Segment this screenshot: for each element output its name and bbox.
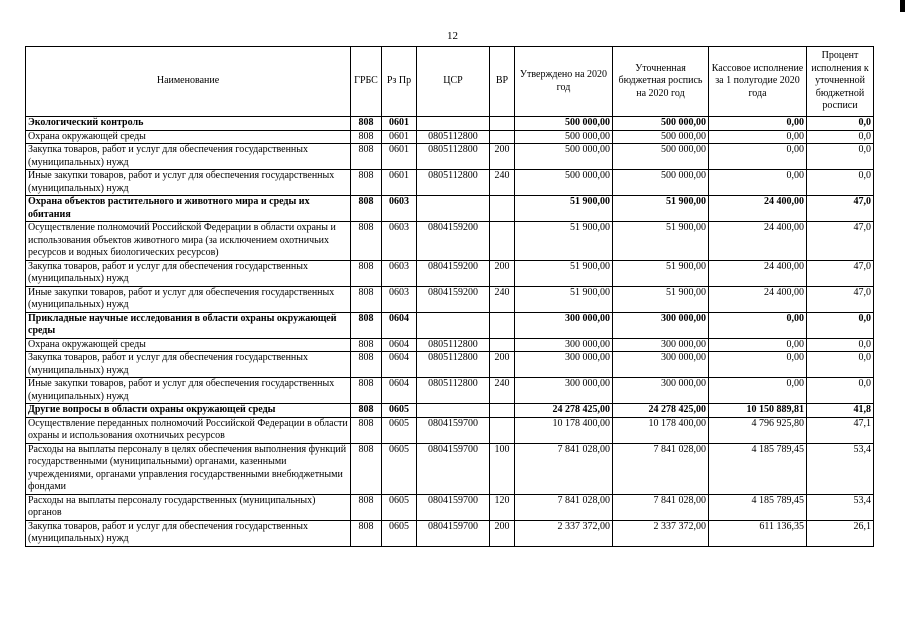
page-number: 12 bbox=[447, 30, 458, 42]
header-csr: ЦСР bbox=[417, 47, 490, 117]
cell-refined: 24 278 425,00 bbox=[613, 404, 709, 418]
cell-cash: 0,00 bbox=[709, 378, 807, 404]
cell-cash: 0,00 bbox=[709, 338, 807, 352]
cell-vr: 240 bbox=[490, 378, 515, 404]
cell-approved: 300 000,00 bbox=[515, 378, 613, 404]
cell-rzpr: 0603 bbox=[382, 260, 417, 286]
cell-cash: 24 400,00 bbox=[709, 286, 807, 312]
cell-csr bbox=[417, 312, 490, 338]
cell-approved: 24 278 425,00 bbox=[515, 404, 613, 418]
cell-cash: 0,00 bbox=[709, 170, 807, 196]
cell-rzpr: 0605 bbox=[382, 443, 417, 494]
cell-cash: 10 150 889,81 bbox=[709, 404, 807, 418]
cell-approved: 51 900,00 bbox=[515, 222, 613, 261]
table-row bbox=[26, 417, 874, 443]
cell-name: Расходы на выплаты персоналу государственных (муниципальных) органов bbox=[26, 494, 351, 520]
cell-cash: 611 136,35 bbox=[709, 520, 807, 546]
cell-percent: 47,1 bbox=[807, 417, 874, 443]
table-row bbox=[26, 443, 874, 494]
cell-vr: 120 bbox=[490, 494, 515, 520]
cell-name: Осуществление полномочий Российской Федерации в области охраны и использования объектов животного мира (за исключением охотничьих ресурсов и водных биологических ресурсов) bbox=[26, 222, 351, 261]
cell-percent: 47,0 bbox=[807, 222, 874, 261]
table-section-row bbox=[26, 404, 874, 418]
table-row bbox=[26, 352, 874, 378]
cell-name: Охрана окружающей среды bbox=[26, 338, 351, 352]
cell-name: Расходы на выплаты персоналу в целях обеспечения выполнения функций государственными (муниципальными) органами, казенными учреждениями, органами управления государственными внебюджетными фондами bbox=[26, 443, 351, 494]
cell-name: Закупка товаров, работ и услуг для обеспечения государственных (муниципальных) нужд bbox=[26, 144, 351, 170]
cell-grbs: 808 bbox=[351, 443, 382, 494]
cell-cash: 0,00 bbox=[709, 144, 807, 170]
table-row bbox=[26, 130, 874, 144]
cell-vr: 240 bbox=[490, 170, 515, 196]
header-refined: Уточненная бюджетная роспись на 2020 год bbox=[613, 47, 709, 117]
cell-percent: 53,4 bbox=[807, 494, 874, 520]
cell-percent: 0,0 bbox=[807, 170, 874, 196]
cell-grbs: 808 bbox=[351, 144, 382, 170]
cell-vr bbox=[490, 338, 515, 352]
cell-percent: 0,0 bbox=[807, 338, 874, 352]
cell-csr bbox=[417, 404, 490, 418]
cell-csr: 0804159700 bbox=[417, 417, 490, 443]
cell-cash: 0,00 bbox=[709, 312, 807, 338]
cell-csr: 0805112800 bbox=[417, 170, 490, 196]
header-name: Наименование bbox=[26, 47, 351, 117]
cell-refined: 51 900,00 bbox=[613, 260, 709, 286]
cell-csr: 0804159700 bbox=[417, 494, 490, 520]
cell-approved: 7 841 028,00 bbox=[515, 443, 613, 494]
cell-percent: 26,1 bbox=[807, 520, 874, 546]
header-row bbox=[26, 47, 874, 117]
cell-approved: 51 900,00 bbox=[515, 196, 613, 222]
cell-refined: 2 337 372,00 bbox=[613, 520, 709, 546]
table-row bbox=[26, 286, 874, 312]
cell-refined: 10 178 400,00 bbox=[613, 417, 709, 443]
cell-csr: 0804159700 bbox=[417, 443, 490, 494]
cell-rzpr: 0601 bbox=[382, 170, 417, 196]
cell-refined: 500 000,00 bbox=[613, 170, 709, 196]
table-row bbox=[26, 338, 874, 352]
table-row bbox=[26, 222, 874, 261]
cell-name: Экологический контроль bbox=[26, 117, 351, 131]
cell-name: Осуществление переданных полномочий Российской Федерации в области охраны и использования охотничьих ресурсов bbox=[26, 417, 351, 443]
cell-refined: 51 900,00 bbox=[613, 286, 709, 312]
cell-cash: 24 400,00 bbox=[709, 222, 807, 261]
cell-percent: 47,0 bbox=[807, 286, 874, 312]
cell-percent: 0,0 bbox=[807, 352, 874, 378]
cell-vr bbox=[490, 117, 515, 131]
cell-name: Иные закупки товаров, работ и услуг для обеспечения государственных (муниципальных) нужд bbox=[26, 286, 351, 312]
cell-name: Прикладные научные исследования в области охраны окружающей среды bbox=[26, 312, 351, 338]
cell-percent: 0,0 bbox=[807, 378, 874, 404]
cell-vr bbox=[490, 417, 515, 443]
cell-approved: 300 000,00 bbox=[515, 352, 613, 378]
header-approved: Утверждено на 2020 год bbox=[515, 47, 613, 117]
cell-vr: 100 bbox=[490, 443, 515, 494]
cell-grbs: 808 bbox=[351, 260, 382, 286]
cell-grbs: 808 bbox=[351, 520, 382, 546]
cell-rzpr: 0601 bbox=[382, 144, 417, 170]
cell-name: Иные закупки товаров, работ и услуг для обеспечения государственных (муниципальных) нужд bbox=[26, 378, 351, 404]
cell-vr: 200 bbox=[490, 260, 515, 286]
cell-rzpr: 0604 bbox=[382, 338, 417, 352]
cell-csr: 0804159700 bbox=[417, 520, 490, 546]
cell-approved: 2 337 372,00 bbox=[515, 520, 613, 546]
cell-cash: 4 796 925,80 bbox=[709, 417, 807, 443]
cell-vr bbox=[490, 196, 515, 222]
cell-refined: 300 000,00 bbox=[613, 338, 709, 352]
cell-cash: 0,00 bbox=[709, 352, 807, 378]
cell-cash: 0,00 bbox=[709, 130, 807, 144]
cell-csr: 0804159200 bbox=[417, 260, 490, 286]
table-row bbox=[26, 520, 874, 546]
cell-grbs: 808 bbox=[351, 417, 382, 443]
cell-rzpr: 0605 bbox=[382, 404, 417, 418]
cell-name: Охрана объектов растительного и животного мира и среды их обитания bbox=[26, 196, 351, 222]
scan-edge-mark bbox=[900, 0, 905, 12]
table-section-row bbox=[26, 117, 874, 131]
header-rzpr: Рз Пр bbox=[382, 47, 417, 117]
cell-vr bbox=[490, 312, 515, 338]
cell-csr bbox=[417, 196, 490, 222]
cell-grbs: 808 bbox=[351, 338, 382, 352]
header-vr: ВР bbox=[490, 47, 515, 117]
cell-percent: 47,0 bbox=[807, 260, 874, 286]
cell-refined: 500 000,00 bbox=[613, 130, 709, 144]
table-row bbox=[26, 144, 874, 170]
cell-refined: 300 000,00 bbox=[613, 378, 709, 404]
cell-name: Охрана окружающей среды bbox=[26, 130, 351, 144]
cell-rzpr: 0604 bbox=[382, 378, 417, 404]
cell-refined: 7 841 028,00 bbox=[613, 494, 709, 520]
table-row bbox=[26, 170, 874, 196]
cell-rzpr: 0604 bbox=[382, 352, 417, 378]
cell-cash: 0,00 bbox=[709, 117, 807, 131]
cell-vr: 200 bbox=[490, 352, 515, 378]
cell-cash: 24 400,00 bbox=[709, 260, 807, 286]
cell-rzpr: 0605 bbox=[382, 494, 417, 520]
header-cash: Кассовое исполнение за 1 полугодие 2020 года bbox=[709, 47, 807, 117]
cell-percent: 0,0 bbox=[807, 117, 874, 131]
cell-csr: 0804159200 bbox=[417, 286, 490, 312]
cell-csr: 0805112800 bbox=[417, 338, 490, 352]
cell-name: Другие вопросы в области охраны окружающей среды bbox=[26, 404, 351, 418]
cell-rzpr: 0603 bbox=[382, 286, 417, 312]
cell-grbs: 808 bbox=[351, 494, 382, 520]
cell-csr: 0804159200 bbox=[417, 222, 490, 261]
cell-approved: 10 178 400,00 bbox=[515, 417, 613, 443]
cell-grbs: 808 bbox=[351, 352, 382, 378]
cell-percent: 47,0 bbox=[807, 196, 874, 222]
cell-approved: 500 000,00 bbox=[515, 144, 613, 170]
cell-percent: 0,0 bbox=[807, 312, 874, 338]
cell-percent: 0,0 bbox=[807, 144, 874, 170]
cell-grbs: 808 bbox=[351, 404, 382, 418]
cell-rzpr: 0601 bbox=[382, 117, 417, 131]
cell-rzpr: 0605 bbox=[382, 520, 417, 546]
cell-grbs: 808 bbox=[351, 170, 382, 196]
cell-vr: 200 bbox=[490, 520, 515, 546]
cell-name: Закупка товаров, работ и услуг для обеспечения государственных (муниципальных) нужд bbox=[26, 520, 351, 546]
cell-name: Иные закупки товаров, работ и услуг для обеспечения государственных (муниципальных) нужд bbox=[26, 170, 351, 196]
cell-csr: 0805112800 bbox=[417, 352, 490, 378]
cell-rzpr: 0605 bbox=[382, 417, 417, 443]
table-row bbox=[26, 260, 874, 286]
budget-table bbox=[25, 46, 874, 547]
cell-vr bbox=[490, 130, 515, 144]
cell-approved: 500 000,00 bbox=[515, 130, 613, 144]
cell-refined: 300 000,00 bbox=[613, 352, 709, 378]
cell-grbs: 808 bbox=[351, 196, 382, 222]
header-grbs: ГРБС bbox=[351, 47, 382, 117]
cell-approved: 51 900,00 bbox=[515, 286, 613, 312]
cell-approved: 500 000,00 bbox=[515, 117, 613, 131]
cell-vr bbox=[490, 404, 515, 418]
cell-grbs: 808 bbox=[351, 130, 382, 144]
cell-vr: 240 bbox=[490, 286, 515, 312]
cell-approved: 500 000,00 bbox=[515, 170, 613, 196]
cell-vr: 200 bbox=[490, 144, 515, 170]
cell-rzpr: 0604 bbox=[382, 312, 417, 338]
cell-approved: 300 000,00 bbox=[515, 312, 613, 338]
cell-rzpr: 0603 bbox=[382, 196, 417, 222]
cell-cash: 4 185 789,45 bbox=[709, 494, 807, 520]
cell-approved: 7 841 028,00 bbox=[515, 494, 613, 520]
cell-grbs: 808 bbox=[351, 117, 382, 131]
cell-csr: 0805112800 bbox=[417, 378, 490, 404]
cell-approved: 51 900,00 bbox=[515, 260, 613, 286]
cell-refined: 300 000,00 bbox=[613, 312, 709, 338]
cell-percent: 0,0 bbox=[807, 130, 874, 144]
cell-rzpr: 0603 bbox=[382, 222, 417, 261]
header-percent: Процент исполнения к уточненной бюджетной росписи bbox=[807, 47, 874, 117]
cell-cash: 4 185 789,45 bbox=[709, 443, 807, 494]
cell-grbs: 808 bbox=[351, 378, 382, 404]
cell-grbs: 808 bbox=[351, 222, 382, 261]
table-section-row bbox=[26, 312, 874, 338]
cell-rzpr: 0601 bbox=[382, 130, 417, 144]
cell-refined: 7 841 028,00 bbox=[613, 443, 709, 494]
cell-csr: 0805112800 bbox=[417, 144, 490, 170]
table-body bbox=[26, 117, 874, 547]
cell-percent: 41,8 bbox=[807, 404, 874, 418]
cell-csr: 0805112800 bbox=[417, 130, 490, 144]
cell-approved: 300 000,00 bbox=[515, 338, 613, 352]
cell-refined: 51 900,00 bbox=[613, 196, 709, 222]
cell-csr bbox=[417, 117, 490, 131]
cell-name: Закупка товаров, работ и услуг для обеспечения государственных (муниципальных) нужд bbox=[26, 352, 351, 378]
cell-refined: 51 900,00 bbox=[613, 222, 709, 261]
cell-grbs: 808 bbox=[351, 286, 382, 312]
table-section-row bbox=[26, 196, 874, 222]
cell-name: Закупка товаров, работ и услуг для обеспечения государственных (муниципальных) нужд bbox=[26, 260, 351, 286]
cell-cash: 24 400,00 bbox=[709, 196, 807, 222]
cell-vr bbox=[490, 222, 515, 261]
cell-refined: 500 000,00 bbox=[613, 117, 709, 131]
cell-refined: 500 000,00 bbox=[613, 144, 709, 170]
table-row bbox=[26, 494, 874, 520]
cell-grbs: 808 bbox=[351, 312, 382, 338]
table-row bbox=[26, 378, 874, 404]
cell-percent: 53,4 bbox=[807, 443, 874, 494]
